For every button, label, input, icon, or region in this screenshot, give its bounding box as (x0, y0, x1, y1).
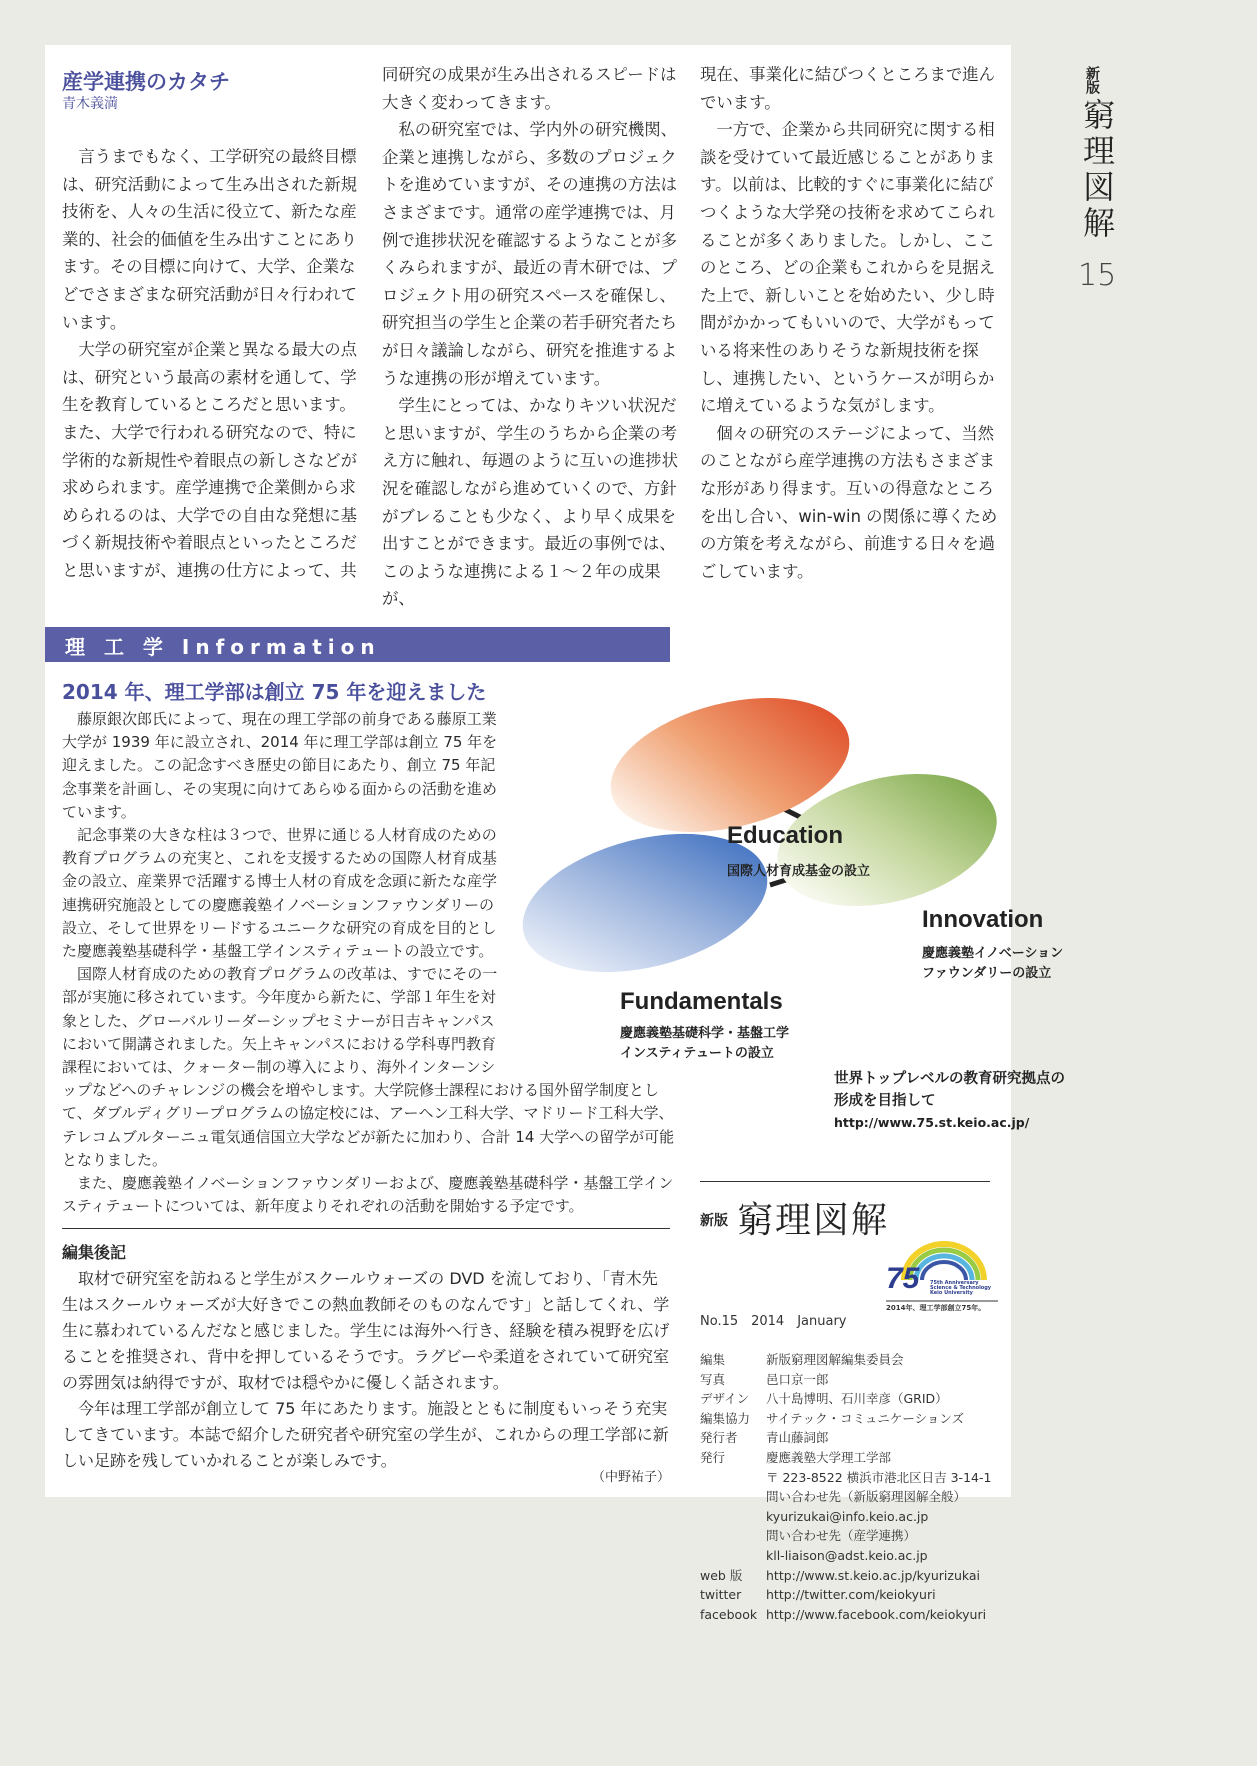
paragraph: 取材で研究室を訪ねると学生がスクールウォーズの DVD を流しており、「青木先生はスクールウォーズが大好きでこの熱血教師そのものなんです」と話してくれ、学生に慕われているんだなと感じました。学生には海外へ行き、経験を積み視野を広げることを推奨され、背中を押しているそうです。ラグビーや柔道をされていて研究室の雰囲気は納得ですが、取材では穏やかに優しく話されます。 (62, 1269, 670, 1392)
colophon-label (700, 1526, 766, 1546)
colophon-row (700, 1507, 991, 1527)
colophon-label: twitter (700, 1587, 742, 1603)
colophon-label: 発行者 (700, 1430, 738, 1446)
colophon-row (700, 1370, 991, 1390)
colophon-value[interactable]: kyurizukai@info.keio.ac.jp (766, 1508, 929, 1524)
colophon-value[interactable]: http://www.facebook.com/keiokyuri (766, 1606, 987, 1622)
paragraph: また、慶應義塾イノベーションファウンダリーおよび、慶應義塾基礎科学・基盤工学インスティテュートについては、新年度よりそれぞれの活動を開始する予定です。 (62, 1174, 674, 1216)
colophon-row (700, 1389, 991, 1409)
paragraph: 同研究の成果が生み出されるスピードは大きく変わってきます。 (382, 65, 677, 112)
colophon-value: 問い合わせ先（産学連携） (766, 1528, 917, 1544)
issue-info: No.15 2014 January (700, 1314, 847, 1329)
colophon-label: 写真 (700, 1371, 726, 1387)
paragraph: 国際人材育成のための教育プログラムの改革は、すでにその一部が実施に移されています。今年度から新たに、学部１年生を対象とした、グローバルリーダーシップセミナーが日吉キャンパスにおいて開講されました。矢上キャンパスにおける学科専門教育課程においては、クォーター制の導入により、海外インターンシップなどへのチャレンジの機会を増やします。大学院修士課程における国外留学制度として、ダブルディグリープログラムの協定校には、アーヘン工科大学、マドリード工科大学、テレコムブルターニュ電気通信国立大学などが新たに加わり、合計 14 大学への留学が可能となりました。 (62, 965, 675, 1169)
innovation-title: Innovation (922, 906, 1044, 933)
colophon-title: 窮理図解 (737, 1200, 890, 1241)
info-heading: 2014 年、理工学部は創立 75 年を迎えました (62, 680, 487, 704)
colophon-value: 青山藤詞郎 (766, 1430, 829, 1446)
colophon-label (700, 1546, 766, 1566)
colophon-row (700, 1350, 991, 1370)
paragraph: 大学の研究室が企業と異なる最大の点は、研究という最高の素材を通して、学生を教育しているところだと思います。また、大学で行われる研究なので、特に学術的な新規性や着眼点の新しさなどが求められます。産学連携で企業側から求められるのは、大学での自由な発想に基づく新規技術や着眼点といったところだと思いますが、連携の仕方によって、共 (62, 340, 358, 580)
colophon-value: 問い合わせ先（新版窮理図解全般） (766, 1489, 967, 1505)
colophon-row (700, 1487, 991, 1507)
article-column-3 (700, 61, 1000, 585)
colophon-row (700, 1566, 991, 1586)
innovation-sub-line: ファウンダリーの設立 (922, 966, 1052, 981)
colophon-value[interactable]: kll-liaison@adst.keio.ac.jp (766, 1547, 928, 1563)
fundamentals-sub-line: 慶應義塾基礎科学・基盤工学 (620, 1026, 790, 1041)
colophon-value: 〒 223-8522 横浜市港北区日吉 3-14-1 (766, 1469, 992, 1485)
paragraph: 私の研究室では、学内外の研究機関、企業と連携しながら、多数のプロジェクトを進めていますが、その連携の方法はさまざまです。通常の産学連携では、月例で進捗状況を確認するようなことが多くみられますが、最近の青木研では、プロジェクト用の研究スペースを確保し、研究担当の学生と企業の若手研究者たちが日々議論しながら、研究を推進するような連携の形が増えています。 (382, 120, 678, 388)
colophon-edition: 新版 (700, 1213, 728, 1229)
paragraph: 言うまでもなく、工学研究の最終目標は、研究活動によって生み出された新規技術を、人々の生活に役立て、新たな産業的、社会的価値を生み出すことにあります。その目標に向けて、大学、企業などでさまざまな研究活動が日々行われています。 (62, 147, 358, 332)
colophon-row (700, 1409, 991, 1429)
caption-line: 形成を目指して (834, 1093, 936, 1109)
colophon-label: 編集協力 (700, 1410, 751, 1426)
paragraph: 一方で、企業から共同研究に関する相談を受けていて最近感じることがあります。以前は、比較的すぐに事業化に結びつくような大学発の技術を求めてこられることが多くありました。しかし、ここのところ、どの企業もこれからを見据えた上で、新しいことを始めたい、少し時間がかかってもいいので、大学がもっている将来性のありそうな新規技術を探し、連携したい、というケースが明らかに増えているような気がします。 (700, 120, 996, 416)
fundamentals-subtitle (620, 1024, 789, 1064)
innovation-subtitle (922, 944, 1063, 984)
logo-line: Science & Technology (930, 1285, 992, 1291)
paragraph: 藤原銀次郎氏によって、現在の理工学部の前身である藤原工業大学が 1939 年に設立され、2014 年に理工学部は創立 75 年を迎えました。この記念すべき歴史の節目にあたり、創立 75 年記念事業を計画し、その実現に向けてあらゆる面からの活動を進めています。 (62, 710, 498, 821)
diagram-url[interactable]: http://www.75.st.keio.ac.jp/ (834, 1115, 1030, 1130)
colophon-row (700, 1605, 991, 1625)
logo-line: 75th Anniversary (930, 1280, 979, 1286)
colophon-label: facebook (700, 1606, 758, 1622)
colophon-row (700, 1428, 991, 1448)
diagram-caption (834, 1068, 1065, 1134)
colophon-label (700, 1487, 766, 1507)
paragraph: 記念事業の大きな柱は３つで、世界に通じる人材育成のための教育プログラムの充実と、これを支援するための国際人材育成基金の設立、産業界で活躍する博士人材の育成を念頭に新たな産学連携研究施設としての慶應義塾イノベーションファウンダリーの設立、そして世界をリードするユニークな研究の育成を目的とした慶應義塾基礎科学・基盤工学インスティテュートの設立です。 (62, 826, 498, 961)
colophon-row (700, 1546, 991, 1566)
colophon-label: 発行 (700, 1449, 726, 1465)
colophon-value: サイテック・コミュニケーションズ (766, 1410, 965, 1426)
colophon-row (700, 1585, 991, 1605)
divider (700, 1181, 990, 1182)
logo-number: 75 (886, 1262, 920, 1295)
paragraph: 現在、事業化に結びつくところまで進んでいます。 (700, 65, 996, 112)
paragraph: 個々の研究のステージによって、当然のことながら産学連携の方法もさまざまな形があり得ます。互いの得意なところを出し合い、win-win の関係に導くための方策を考えながら、前進する日々を過ごしています。 (700, 423, 998, 581)
logo-text (930, 1281, 991, 1296)
colophon-value[interactable]: http://twitter.com/keiokyuri (766, 1587, 936, 1603)
article-column-2 (382, 61, 682, 613)
colophon-row (700, 1468, 991, 1488)
logo-line: Keio University (930, 1290, 973, 1296)
colophon-value: 八十島博明、石川幸彦（GRID） (766, 1391, 948, 1407)
colophon-label (700, 1507, 766, 1527)
fundamentals-sub-line: インスティテュートの設立 (620, 1046, 774, 1061)
paragraph: 今年は理工学部が創立して 75 年にあたります。施設とともに制度もいっそう充実してきています。本誌で紹介した研究者や研究室の学生が、これからの理工学部に新しい足跡を残していかれることが楽しみです。 (62, 1399, 669, 1470)
colophon-value: 邑口京一郎 (766, 1371, 829, 1387)
article-author: 青木義満 (62, 96, 118, 112)
editor-note (62, 1240, 670, 1488)
editor-heading: 編集後記 (62, 1243, 127, 1262)
margin-edition: 新版 (1084, 66, 1100, 94)
info-banner: 理 工 学 Information (45, 627, 670, 662)
fundamentals-title: Fundamentals (620, 988, 783, 1015)
colophon-label: 編集 (700, 1352, 726, 1367)
caption-line: 世界トップレベルの教育研究拠点の (834, 1071, 1065, 1087)
colophon-value[interactable]: http://www.st.keio.ac.jp/kyurizukai (766, 1567, 981, 1583)
colophon-value: 新版窮理図解編集委員会 (766, 1352, 904, 1367)
editor-signature: （中野祐子） (591, 1470, 670, 1485)
innovation-sub-line: 慶應義塾イノベーション (922, 946, 1064, 961)
colophon-table (700, 1350, 991, 1624)
education-subtitle: 国際人材育成基金の設立 (727, 864, 871, 879)
colophon-label (700, 1468, 766, 1488)
colophon-label: web 版 (700, 1567, 743, 1583)
colophon-label: デザイン (700, 1391, 750, 1407)
logo-tagline: 2014年、理工学部創立75年。 (886, 1304, 986, 1312)
colophon-row (700, 1448, 991, 1468)
article-column-1 (62, 143, 362, 585)
margin-title: 窮理図解 (1078, 98, 1116, 242)
divider (62, 1228, 670, 1229)
colophon-value: 慶應義塾大学理工学部 (766, 1449, 892, 1465)
education-title: Education (727, 822, 844, 849)
article-title: 産学連携のカタチ (62, 70, 230, 94)
paragraph: 学生にとっては、かなりキツい状況だと思いますが、学生のうちから企業の考え方に触れ、毎週のように互いの進捗状況を確認しながら進めていくので、方針がブレることも少なく、より早く成果を出すことができます。最近の事例では、このような連携による１～２年の成果が、 (382, 396, 679, 609)
page-number: 15 (1078, 258, 1117, 293)
colophon-row (700, 1526, 991, 1546)
